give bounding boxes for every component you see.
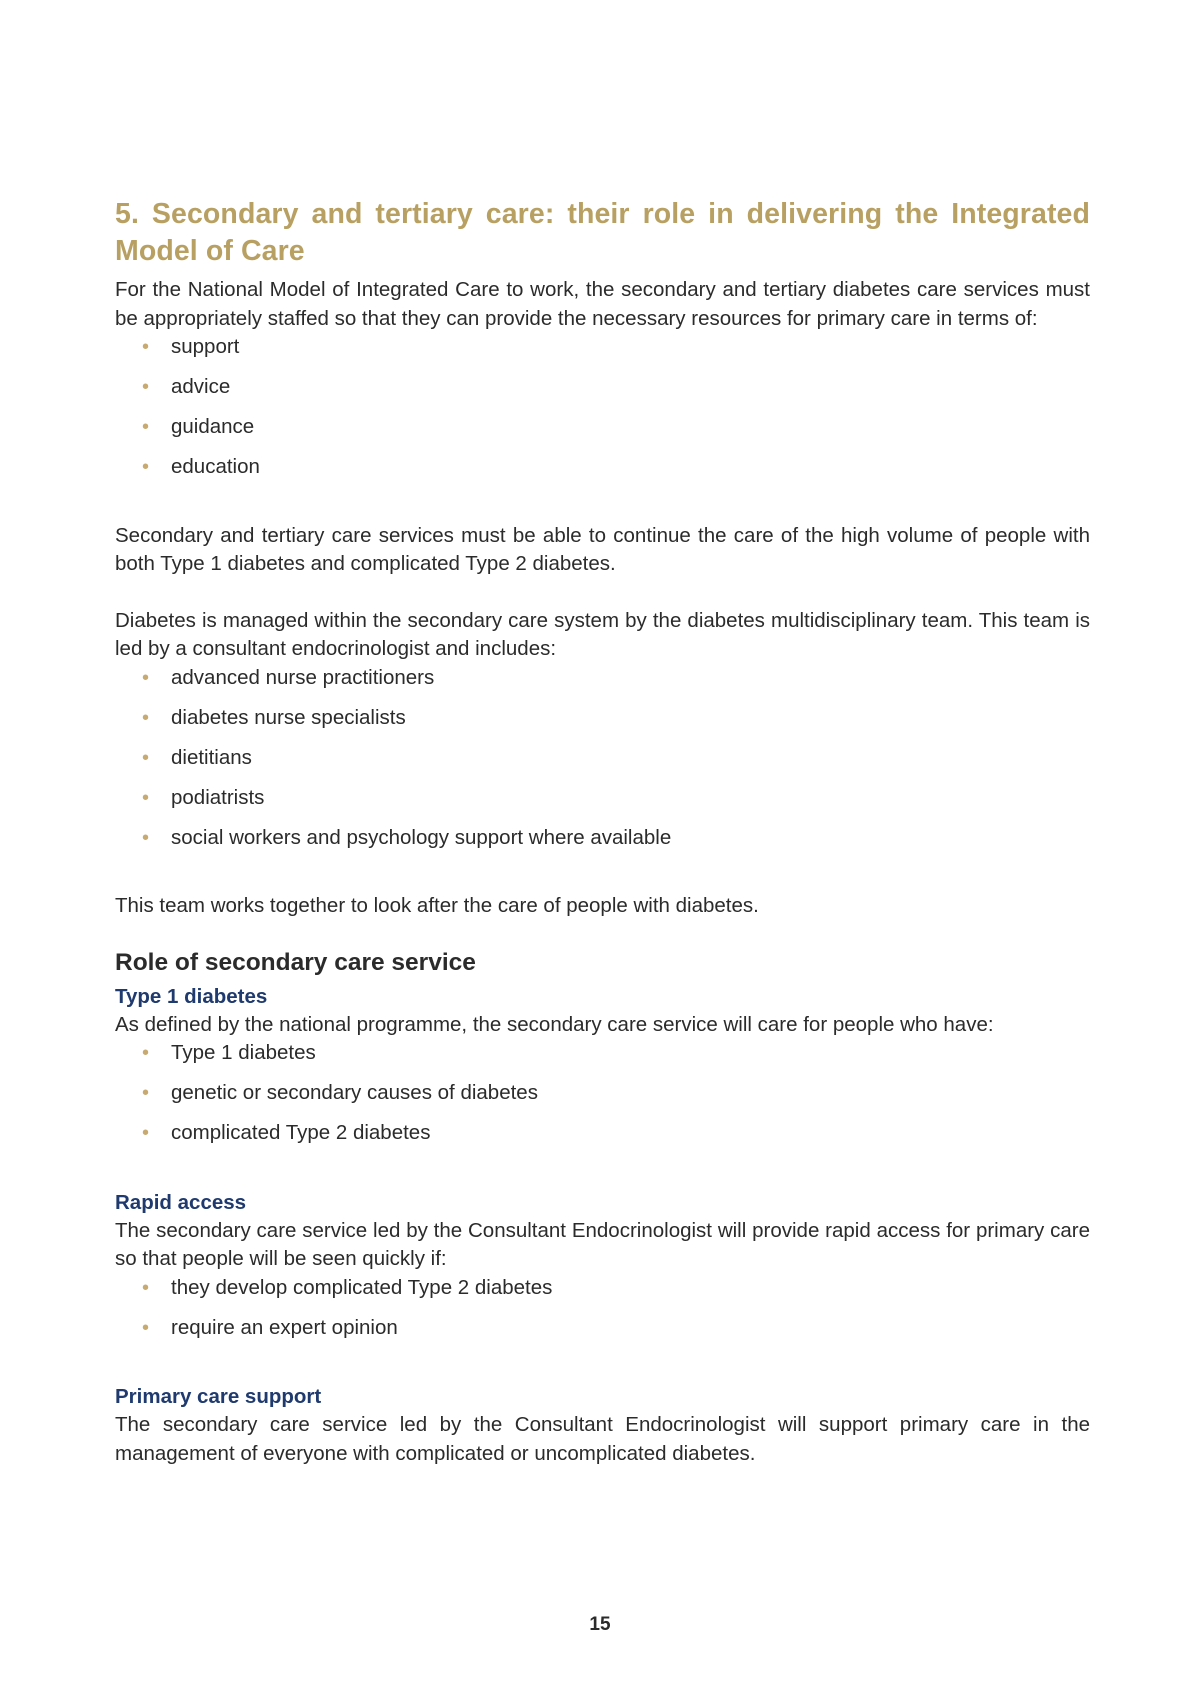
bullet-icon: •	[142, 336, 150, 358]
bullet-icon: •	[142, 1122, 150, 1144]
primary-care-heading: Primary care support	[115, 1385, 322, 1408]
page-content	[115, 196, 1090, 1468]
type1-paragraph: As defined by the national programme, the secondary care service will care for people who have:	[115, 1012, 994, 1036]
bullet-icon: •	[142, 786, 150, 809]
bullet-icon: •	[142, 826, 150, 849]
list-item: • diabetes nurse specialists	[171, 704, 1090, 733]
list-item: • support	[171, 333, 1090, 362]
list-item: • require an expert opinion	[171, 1314, 1090, 1343]
intro-paragraph: For the National Model of Integrated Care to work, the secondary and tertiary diabetes care services must be appropriately staffed so that they can provide the necessary resources for primary care in terms of:	[115, 278, 1090, 330]
bullet-icon: •	[142, 456, 150, 478]
intro-list	[115, 333, 1090, 482]
team-paragraph: Diabetes is managed within the secondary care system by the diabetes multidisciplinary team. This team is led by a consultant endocrinologist and includes:	[115, 608, 1090, 660]
list-item: • they develop complicated Type 2 diabetes	[171, 1274, 1090, 1303]
type1-heading: Type 1 diabetes	[115, 984, 268, 1008]
primary-care-paragraph: The secondary care service led by the Consultant Endocrinologist will support primary care in the management of everyone with complicated or uncomplicated diabetes.	[115, 1413, 1090, 1465]
list-item: • complicated Type 2 diabetes	[171, 1119, 1090, 1148]
bullet-icon: •	[142, 666, 150, 689]
section-heading: 5. Secondary and tertiary care: their role in delivering the Integrated Model of Care	[115, 198, 1090, 267]
type1-list	[115, 1039, 1090, 1148]
list-item: • dietitians	[171, 744, 1090, 773]
bullet-icon: •	[142, 1316, 150, 1339]
list-item: • genetic or secondary causes of diabetes	[171, 1079, 1090, 1108]
bullet-icon: •	[142, 416, 150, 438]
bullet-icon: •	[142, 706, 150, 729]
continue-care-paragraph: Secondary and tertiary care services must be able to continue the care of the high volume of people with both Type 1 diabetes and complicated Type 2 diabetes.	[115, 523, 1090, 575]
role-heading: Role of secondary care service	[115, 948, 476, 976]
list-item: • advice	[171, 373, 1090, 402]
page-number: 15	[589, 1614, 611, 1635]
team-works-paragraph: This team works together to look after the care of people with diabetes.	[115, 894, 759, 917]
rapid-access-list	[115, 1274, 1090, 1343]
list-item: • advanced nurse practitioners	[171, 664, 1090, 693]
rapid-access-paragraph: The secondary care service led by the Consultant Endocrinologist will provide rapid access for primary care so that people will be seen quickly if:	[115, 1218, 1090, 1270]
bullet-icon: •	[142, 1276, 150, 1299]
bullet-icon: •	[142, 1082, 150, 1104]
list-item: • social workers and psychology support where available	[171, 824, 1090, 853]
list-item: • education	[171, 453, 1090, 482]
team-list	[115, 664, 1090, 853]
list-item: • Type 1 diabetes	[171, 1039, 1090, 1068]
bullet-icon: •	[142, 746, 150, 769]
bullet-icon: •	[142, 1042, 150, 1064]
list-item: • podiatrists	[171, 784, 1090, 813]
bullet-icon: •	[142, 376, 150, 398]
list-item: • guidance	[171, 413, 1090, 442]
rapid-access-heading: Rapid access	[115, 1190, 247, 1214]
